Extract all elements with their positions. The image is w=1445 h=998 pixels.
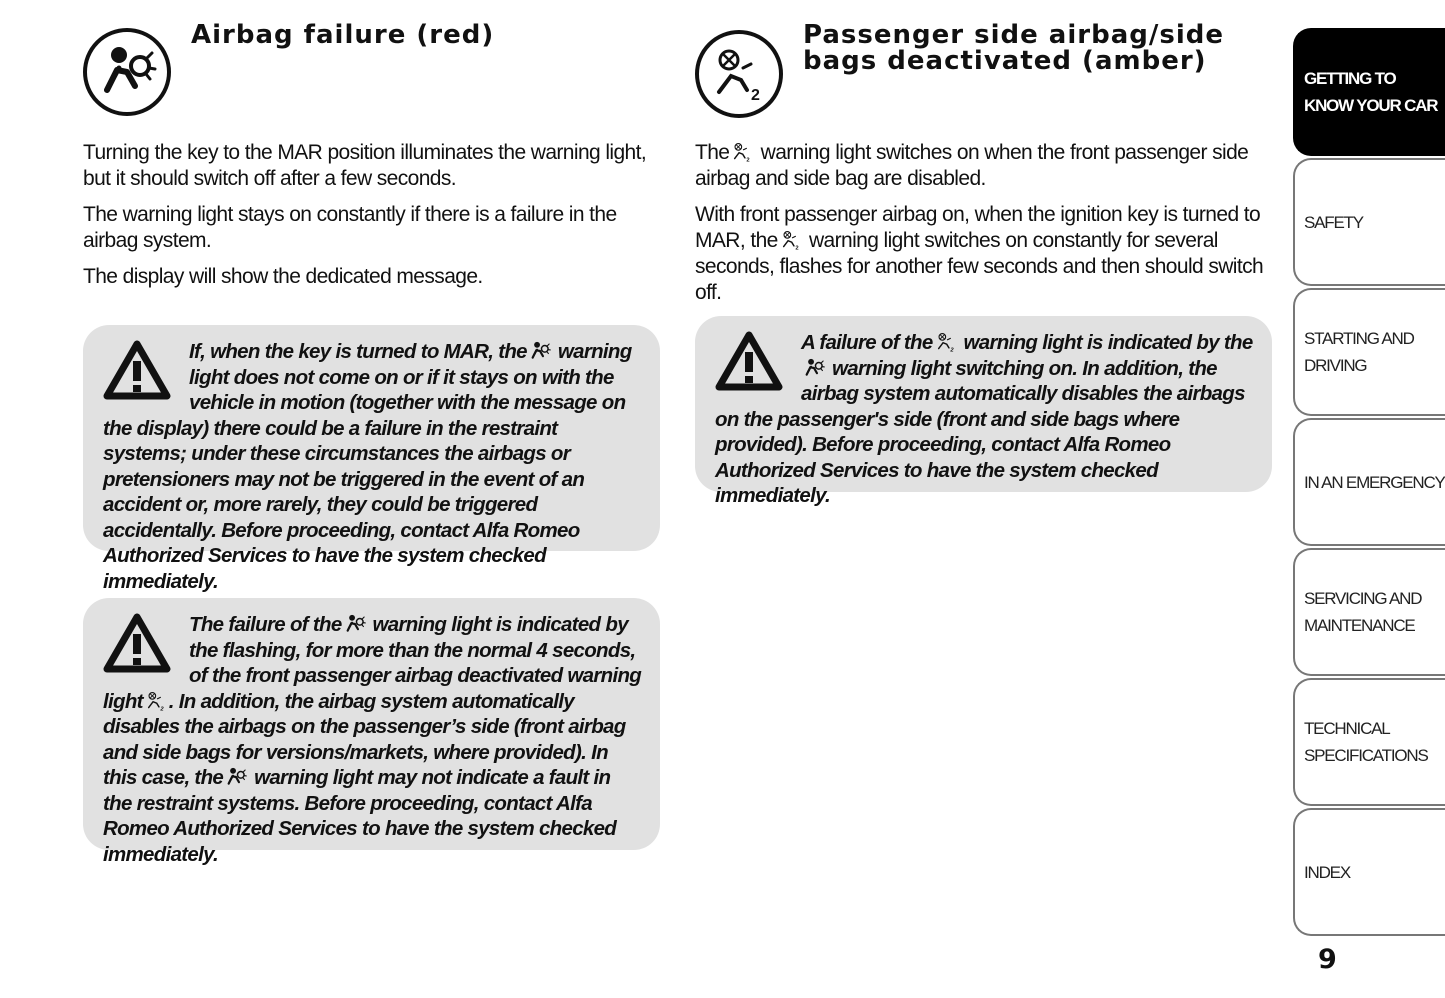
paragraph: The warning light stays on constantly if there is a failure in the airbag system. [83,203,617,252]
airbag-warning-icon [801,357,827,379]
warning-text: A failure of the warning light is indicated by the warning light switching on. In addition, the airbag system automatically disables the airbags on the passenger's side (front and side bags where provided). Before proceeding, contact Alfa Romeo Authorized Services to have the system checked immediately. [715,331,1253,507]
passenger-airbag-header [695,20,1243,118]
airbag-warning-icon [223,766,249,788]
airbag-warning-icon [342,613,368,635]
airbag-failure-body [83,140,663,300]
warning-box-airbag-failure [83,325,660,593]
paragraph: With front passenger airbag on, when the ignition key is turned to MAR, the warning light switches on constantly for several seconds, flashes for another few seconds and then should switch off. [695,203,1264,304]
paragraph: The display will show the dedicated message. [83,265,483,288]
warning-text: If, when the key is turned to MAR, the warning light does not come on or if it stays on with the vehicle in motion (together with the message on the display) there could be a failure in the restraint systems; under these circumstances the airbags or pretensioners may not be triggered in the event of an accident or, more rarely, they could be triggered accidentally. Before proceeding, contact Alfa Romeo Authorized Services to have the system checked immediately. [103,340,632,593]
airbag-warning-icon [83,28,171,116]
passenger-airbag-off-icon [695,30,783,118]
warning-triangle-icon [103,339,171,401]
paragraph: Turning the key to the MAR position illuminates the warning light, but it should switch off after a few seconds. [83,141,647,190]
tab-servicing-and-maintenance[interactable]: SERVICING AND MAINTENANCE [1293,548,1445,676]
tab-index[interactable]: INDEX [1293,808,1445,936]
section-title-airbag-failure: Airbag failure (red) [191,20,495,50]
warning-box-passenger-airbag [695,316,1272,507]
section-title-passenger-airbag: Passenger side airbag/side bags deactivated (amber) [803,20,1224,76]
warning-text: The failure of the warning light is indicated by the flashing, for more than the normal 4 seconds, of the front passenger airbag deactivated warning light . In addition, the airbag system automatically disables the airbags on the passenger’s side (front airbag and side bags for versions/markets, where provided). In this case, the warning light may not indicate a fault in the restraint systems. Before proceeding, contact Alfa Romeo Authorized Services to have the system checked immediately. [103,613,642,866]
airbag-failure-header [83,20,495,116]
page-number: 9 [1318,944,1337,975]
warning-triangle-icon [715,330,783,392]
chapter-tabs [1293,28,1445,938]
warning-triangle-icon [103,612,171,674]
passenger-airbag-off-icon [143,690,169,712]
passenger-airbag-off-icon [933,331,959,353]
tab-getting-to-know-your-car[interactable]: GETTING TO KNOW YOUR CAR [1293,28,1445,156]
warning-box-airbag-flashing [83,598,660,866]
paragraph: The warning light switches on when the front passenger side airbag and side bag are disabled. [695,141,1249,190]
passenger-airbag-off-icon [778,229,804,251]
tab-safety[interactable]: SAFETY [1293,158,1445,286]
passenger-airbag-body [695,140,1275,316]
passenger-airbag-off-icon [729,141,755,163]
tab-technical-specifications[interactable]: TECHNICAL SPECIFICATIONS [1293,678,1445,806]
airbag-warning-icon [527,340,553,362]
tab-starting-and-driving[interactable]: STARTING AND DRIVING [1293,288,1445,416]
tab-in-an-emergency[interactable]: IN AN EMERGENCY [1293,418,1445,546]
